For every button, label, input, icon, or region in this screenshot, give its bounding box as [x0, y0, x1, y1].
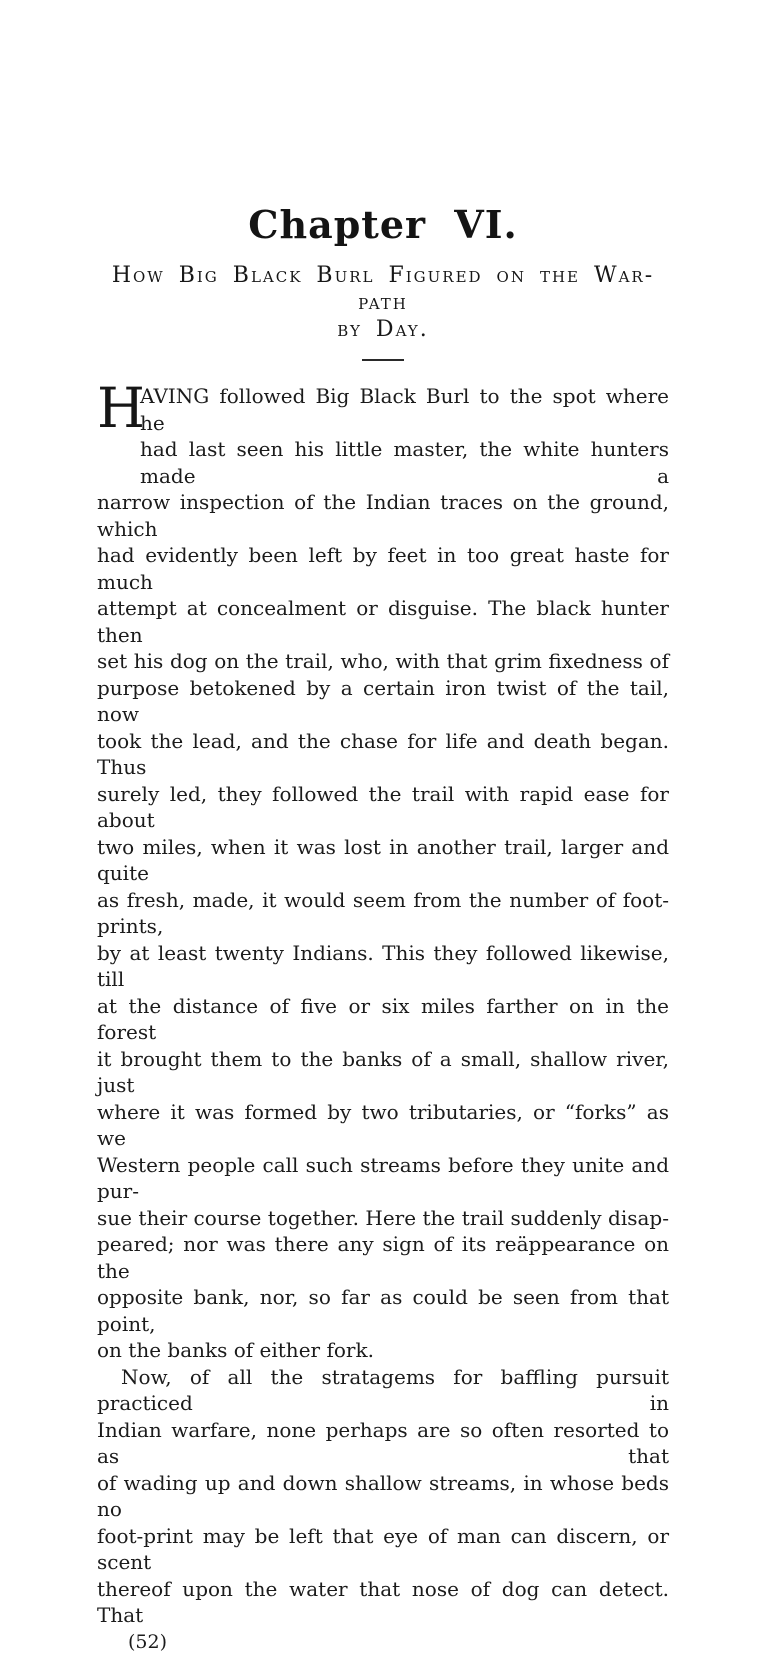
divider-rule — [362, 359, 404, 361]
chapter-subtitle — [97, 262, 669, 343]
text-line: took the lead, and the chase for life and death began. Thus — [97, 728, 669, 779]
text-line: peared; nor was there any sign of its reäppearance on the — [97, 1232, 669, 1283]
text-line: opposite bank, nor, so far as could be seen from that point, — [97, 1285, 669, 1336]
text-line: as fresh, made, it would seem from the number of foot-prints, — [97, 887, 669, 938]
text-line: had evidently been left by feet in too great haste for much — [97, 543, 669, 594]
text-line: narrow inspection of the Indian traces on the ground, which — [97, 490, 669, 541]
text-line: on the banks of either fork. — [97, 1338, 374, 1362]
text-line: it brought them to the banks of a small, shallow river, just — [97, 1046, 669, 1097]
text-line: Western people call such streams before they unite and pur- — [97, 1152, 669, 1203]
subtitle-line-1: How Big Black Burl Figured on the War-path — [111, 263, 655, 315]
chapter-heading: Chapter VI. — [248, 202, 518, 247]
text-line: surely led, they followed the trail with rapid ease for about — [97, 781, 669, 832]
text-line: at the distance of five or six miles farther on in the forest — [97, 993, 669, 1044]
page-content — [97, 0, 669, 1655]
text-line: sue their course together. Here the trail suddenly disap- — [97, 1205, 669, 1230]
text-line: had last seen his little master, the white hunters made a — [140, 437, 669, 488]
text-line: set his dog on the trail, who, with that grim fixedness of — [97, 649, 669, 673]
text-line: thereof upon the water that nose of dog can detect. That — [97, 1576, 669, 1627]
subtitle-line-2: by Day. — [337, 317, 429, 342]
body-text — [97, 376, 669, 1629]
text-line: where it was formed by two tributaries, or “forks” as we — [97, 1099, 669, 1150]
text-line: purpose betokened by a certain iron twist of the tail, now — [97, 675, 669, 726]
text-line: Now, of all the stratagems for baffling pursuit practiced in — [97, 1364, 669, 1415]
paragraph-1 — [97, 376, 669, 1364]
drop-cap: H — [97, 376, 145, 440]
text-line: foot-print may be left that eye of man can discern, or scent — [97, 1523, 669, 1574]
paragraph-2 — [97, 1364, 669, 1629]
text-line: AVING followed Big Black Burl to the spot where he — [140, 384, 669, 435]
text-line: Indian warfare, none perhaps are so often resorted to as that — [97, 1417, 669, 1468]
text-line: attempt at concealment or disguise. The black hunter then — [97, 596, 669, 647]
page-number: (52) — [128, 1630, 168, 1653]
text-line: by at least twenty Indians. This they followed likewise, till — [97, 940, 669, 991]
text-line: two miles, when it was lost in another trail, larger and quite — [97, 834, 669, 885]
text-line: of wading up and down shallow streams, in whose beds no — [97, 1470, 669, 1521]
